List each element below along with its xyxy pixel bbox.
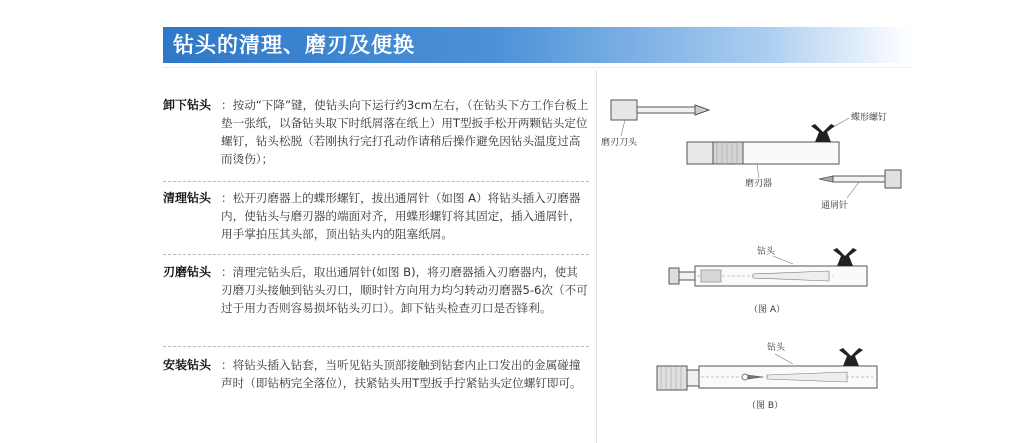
figure-a-bit-label: 钻头 (757, 247, 776, 257)
cutter-head-label: 磨刃刀头 (601, 138, 638, 148)
figure-a-caption: （图 A） (749, 305, 786, 315)
section-divider (163, 181, 589, 182)
section-text: ：清理完钻头后，取出通屑针(如图 B)，将刃磨器插入刃磨器内，使其刃磨刀头接触到钻头刃口，顺时针方向用力均匀转动刃磨器5-6次（不可过于用力否则容易损坏钻头刃口）。卸下钻头检查刃口是否锋利。 (221, 265, 588, 315)
clearing-pin-drawing (819, 170, 901, 198)
wing-screw-icon (811, 124, 835, 142)
wing-screw-icon (833, 248, 857, 266)
wing-screw-label: 蝶形螺钉 (851, 113, 888, 123)
section-label: 安装钻头 (163, 358, 212, 372)
page-title: 钻头的清理、磨刃及便换 (173, 33, 415, 57)
section-divider (163, 346, 589, 347)
section-text: ：将钻头插入钻套，当听见钻头顶部接触到钻套内止口发出的金属碰撞声时（即钻柄完全落位），扶紧钻头用T型扳手拧紧钻头定位螺钉即可。 (221, 358, 582, 390)
section-text: ：松开刃磨器上的蝶形螺钉，拔出通屑针（如图 A）将钻头插入刃磨器内，使钻头与磨刃器的端面对齐，用蝶形螺钉将其固定，插入通屑针，用手掌拍压其头部，顶出钻头内的阻塞纸屑。 (221, 191, 581, 241)
wing-screw-icon (839, 348, 863, 366)
figure-a-drawing (669, 266, 867, 286)
grinder-drawing (687, 142, 839, 178)
section-label: 清理钻头 (163, 191, 212, 205)
section-label: 刃磨钻头 (163, 265, 212, 279)
header-divider (163, 67, 911, 68)
cutter-head-drawing (611, 100, 709, 136)
figure-b-drawing (657, 366, 877, 390)
figure-b-bit-label: 钻头 (767, 343, 786, 353)
title-banner (163, 27, 911, 63)
clearing-pin-label: 通屑针 (821, 201, 849, 211)
figure-b-caption: （图 B） (747, 401, 784, 411)
section-divider (163, 254, 589, 255)
grinder-label: 磨刃器 (745, 179, 773, 189)
bit-tool-diagram (597, 70, 917, 443)
section-label: 卸下钻头 (163, 98, 212, 112)
section-text: ：按动“下降”键，使钻头向下运行约3cm左右，（在钻头下方工作台板上垫一张纸，以备钻头取下时纸屑落在纸上）用T型扳手松开两颗钻头定位螺钉，钻头松脱（若刚执行完打孔动作请稍后操作避免因钻头温度过高而烫伤）； (221, 98, 589, 166)
